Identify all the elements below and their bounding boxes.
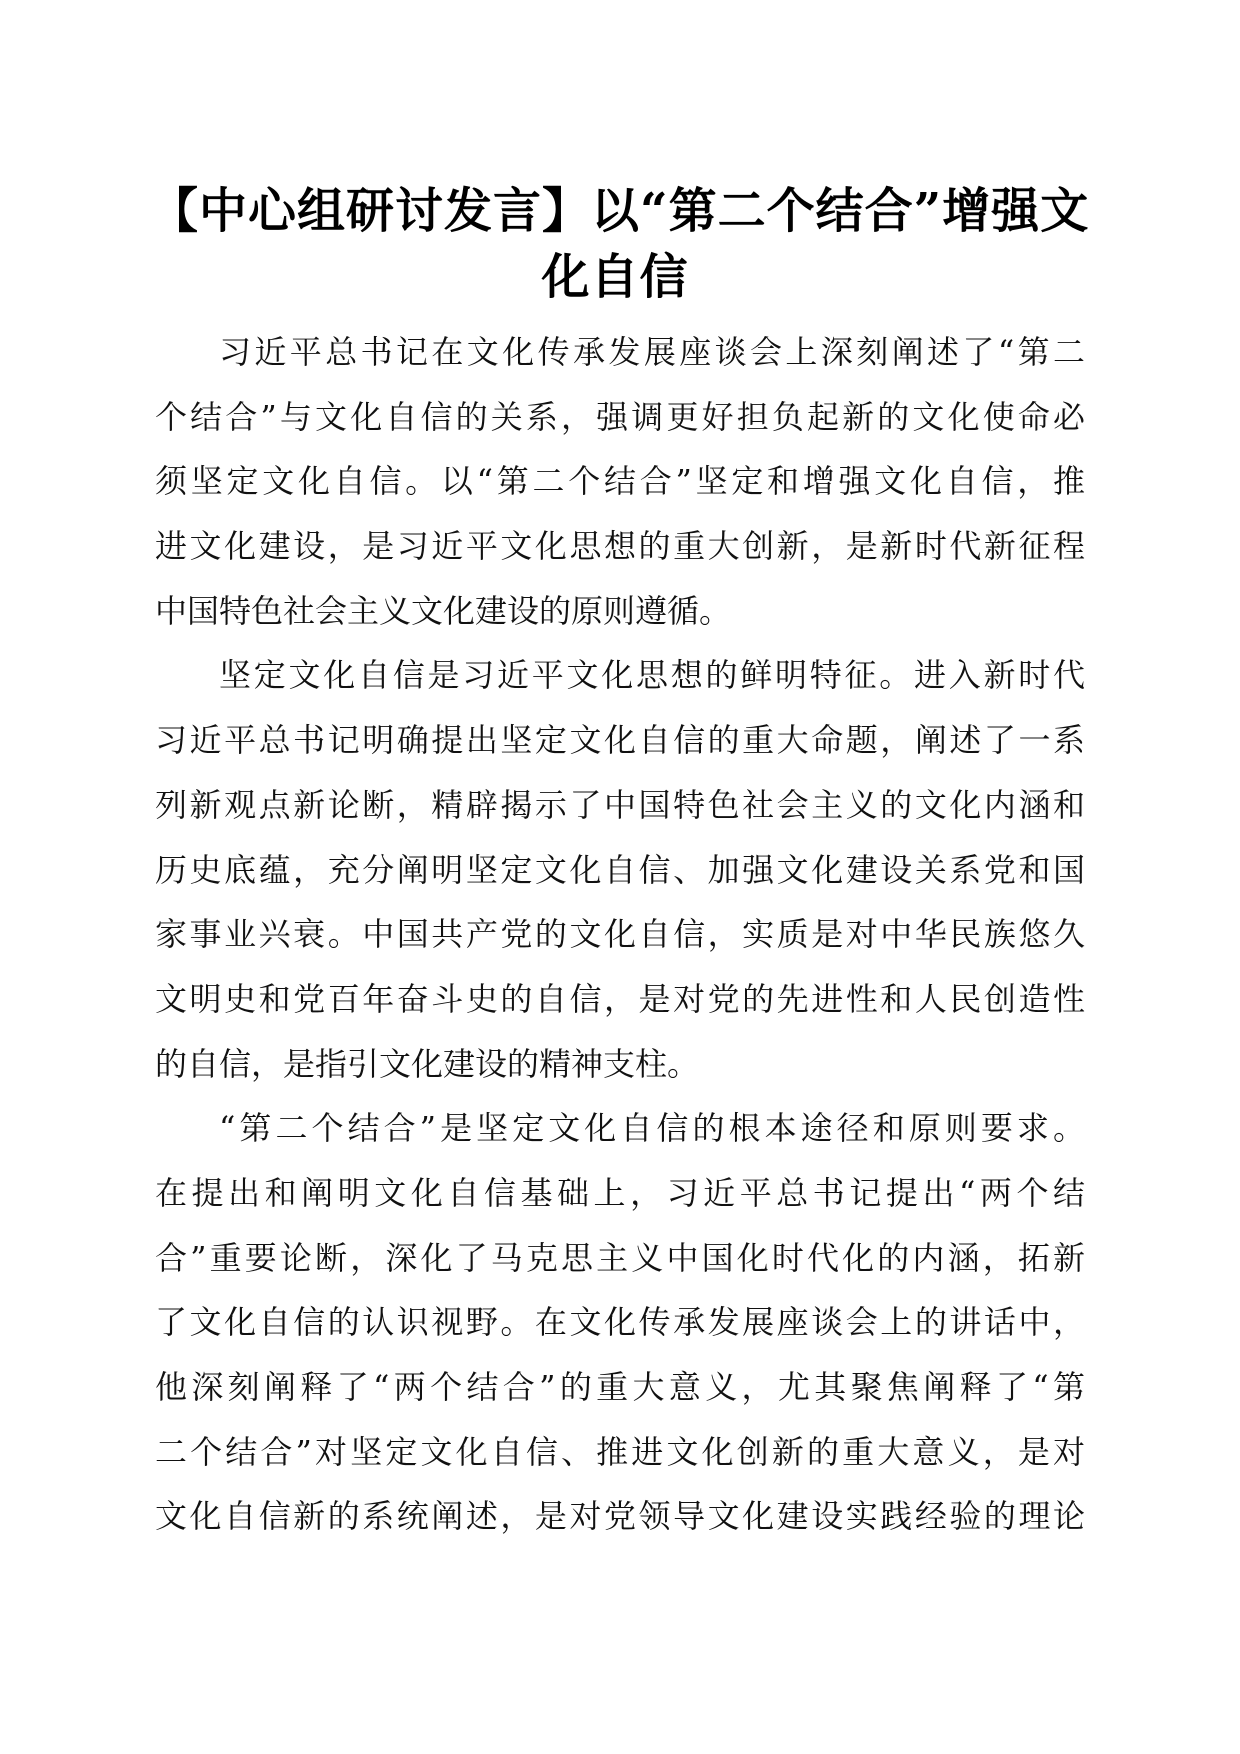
paragraph-line: 历史底蕴，充分阐明坚定文化自信、加强文化建设关系党和国 — [155, 850, 1085, 889]
paragraph-line: 个结合”与文化自信的关系，强调更好担负起新的文化使命必 — [155, 397, 1085, 436]
paragraph-line: 二个结合”对坚定文化自信、推进文化创新的重大意义，是对 — [155, 1432, 1085, 1471]
paragraph-line: 在提出和阐明文化自信基础上，习近平总书记提出“两个结 — [155, 1173, 1085, 1212]
paragraph-line: 列新观点新论断，精辟揭示了中国特色社会主义的文化内涵和 — [155, 785, 1085, 824]
document-title — [150, 178, 1090, 310]
title-line: 【中心组研讨发言】以“第二个结合”增强文 — [150, 183, 1090, 239]
paragraph-line: 习近平总书记在文化传承发展座谈会上深刻阐述了“第二 — [219, 333, 1085, 371]
paragraph-line: 家事业兴衰。中国共产党的文化自信，实质是对中华民族悠久 — [155, 915, 1085, 954]
title-line: 化自信 — [541, 249, 689, 305]
paragraph — [155, 1096, 1085, 1549]
paragraph-line: 了文化自信的认识视野。在文化传承发展座谈会上的讲话中， — [155, 1303, 1085, 1342]
document-body — [155, 320, 1085, 1549]
paragraph-line: 合”重要论断，深化了马克思主义中国化时代化的内涵，拓新 — [155, 1238, 1085, 1277]
paragraph-line: 进文化建设，是习近平文化思想的重大创新，是新时代新征程 — [155, 527, 1085, 566]
paragraph-line: 的自信，是指引文化建设的精神支柱。 — [155, 1044, 700, 1083]
paragraph-line: 文明史和党百年奋斗史的自信，是对党的先进性和人民创造性 — [155, 979, 1085, 1018]
paragraph — [155, 320, 1085, 643]
paragraph-line: 习近平总书记明确提出坚定文化自信的重大命题，阐述了一系 — [155, 721, 1085, 760]
paragraph-line: 坚定文化自信是习近平文化思想的鲜明特征。进入新时代 — [219, 656, 1085, 695]
paragraph — [155, 643, 1085, 1096]
paragraph-line: 他深刻阐释了“两个结合”的重大意义，尤其聚焦阐释了“第 — [155, 1368, 1085, 1406]
paragraph-line: 中国特色社会主义文化建设的原则遵循。 — [155, 591, 732, 630]
paragraph-line: 须坚定文化自信。以“第二个结合”坚定和增强文化自信，推 — [155, 462, 1085, 501]
paragraph-line: “第二个结合”是坚定文化自信的根本途径和原则要求。 — [219, 1109, 1085, 1148]
paragraph-line: 文化自信新的系统阐述，是对党领导文化建设实践经验的理论 — [155, 1497, 1085, 1536]
